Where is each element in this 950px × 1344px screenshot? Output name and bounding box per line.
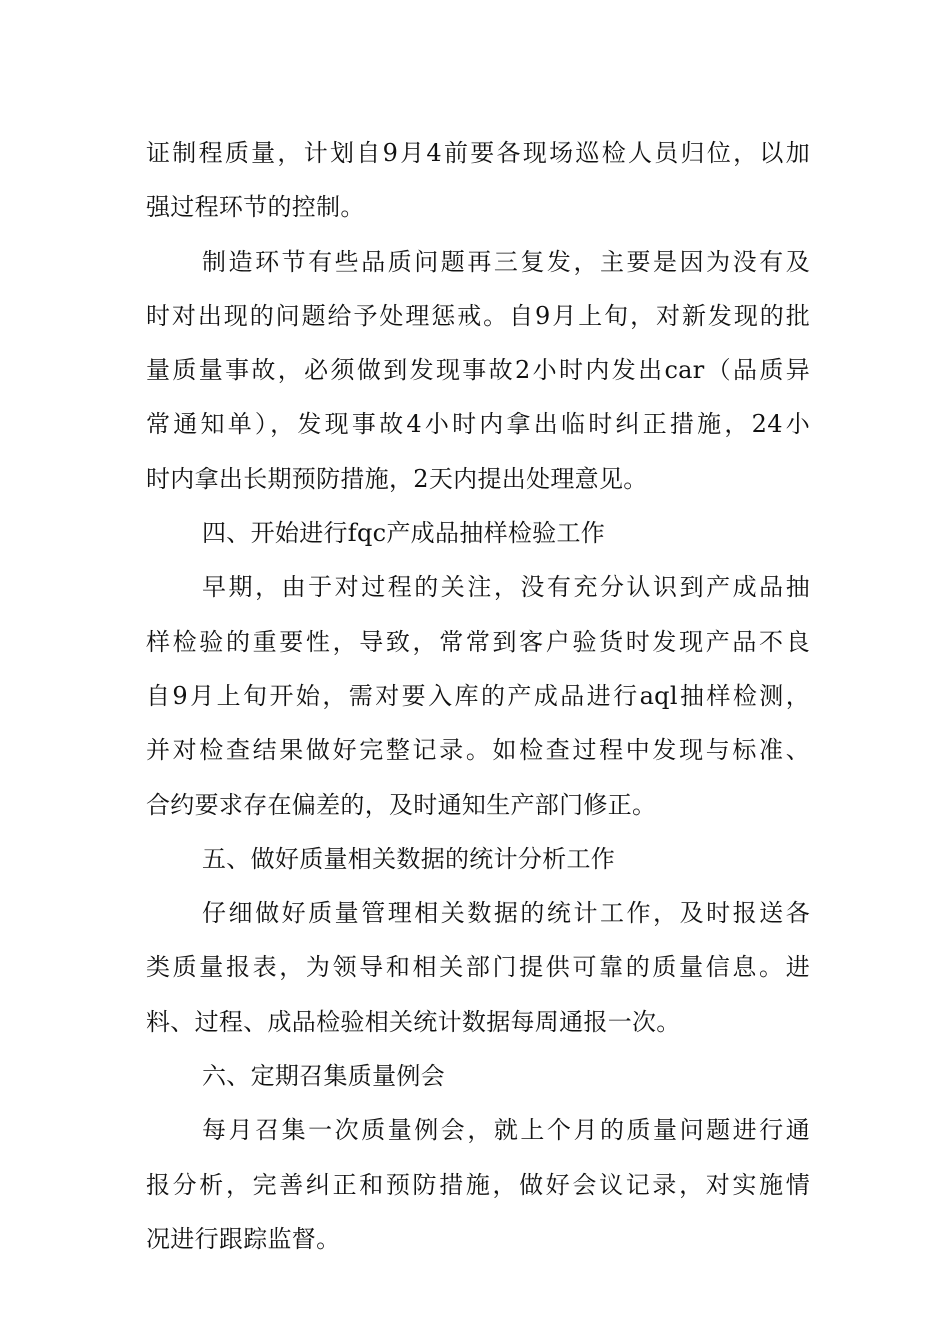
paragraph-line: 并对检查结果做好完整记录。如检查过程中发现与标准、 bbox=[146, 736, 810, 765]
paragraph-line: 自9月上旬开始，需对要入库的产成品进行aql抽样检测， bbox=[146, 681, 810, 710]
document-body bbox=[146, 126, 810, 1266]
paragraph-line: 料、过程、成品检验相关统计数据每周通报一次。 bbox=[146, 1007, 681, 1036]
section-heading: 五、做好质量相关数据的统计分析工作 bbox=[202, 844, 616, 873]
paragraph-line: 报分析，完善纠正和预防措施，做好会议记录，对实施情 bbox=[146, 1170, 810, 1199]
paragraph-line: 证制程质量，计划自9月4前要各现场巡检人员归位，以加 bbox=[146, 139, 810, 167]
section-heading: 四、开始进行fqc产成品抽样检验工作 bbox=[202, 519, 606, 548]
paragraph-line: 类质量报表，为领导和相关部门提供可靠的质量信息。进 bbox=[146, 953, 810, 982]
paragraph-line: 样检验的重要性，导致，常常到客户验货时发现产品不良 bbox=[146, 627, 810, 656]
paragraph-line: 早期，由于对过程的关注，没有充分认识到产成品抽 bbox=[202, 573, 810, 602]
paragraph-line: 强过程环节的控制。 bbox=[146, 193, 365, 222]
paragraph-line: 常通知单），发现事故4小时内拿出临时纠正措施，24小 bbox=[146, 410, 810, 439]
paragraph-line: 时内拿出长期预防措施，2天内提出处理意见。 bbox=[146, 464, 648, 493]
paragraph-line: 合约要求存在偏差的，及时通知生产部门修正。 bbox=[146, 790, 657, 819]
paragraph-line: 仔细做好质量管理相关数据的统计工作，及时报送各 bbox=[202, 899, 810, 928]
paragraph-line: 况进行跟踪监督。 bbox=[146, 1224, 341, 1253]
paragraph-line: 时对出现的问题给予处理惩戒。自9月上旬，对新发现的批 bbox=[146, 301, 810, 330]
section-heading: 六、定期召集质量例会 bbox=[202, 1062, 445, 1091]
paragraph-line: 制造环节有些品质问题再三复发，主要是因为没有及 bbox=[202, 247, 810, 276]
paragraph-line: 每月召集一次质量例会，就上个月的质量问题进行通 bbox=[202, 1116, 810, 1145]
paragraph-line: 量质量事故，必须做到发现事故2小时内发出car（品质异 bbox=[146, 356, 810, 385]
